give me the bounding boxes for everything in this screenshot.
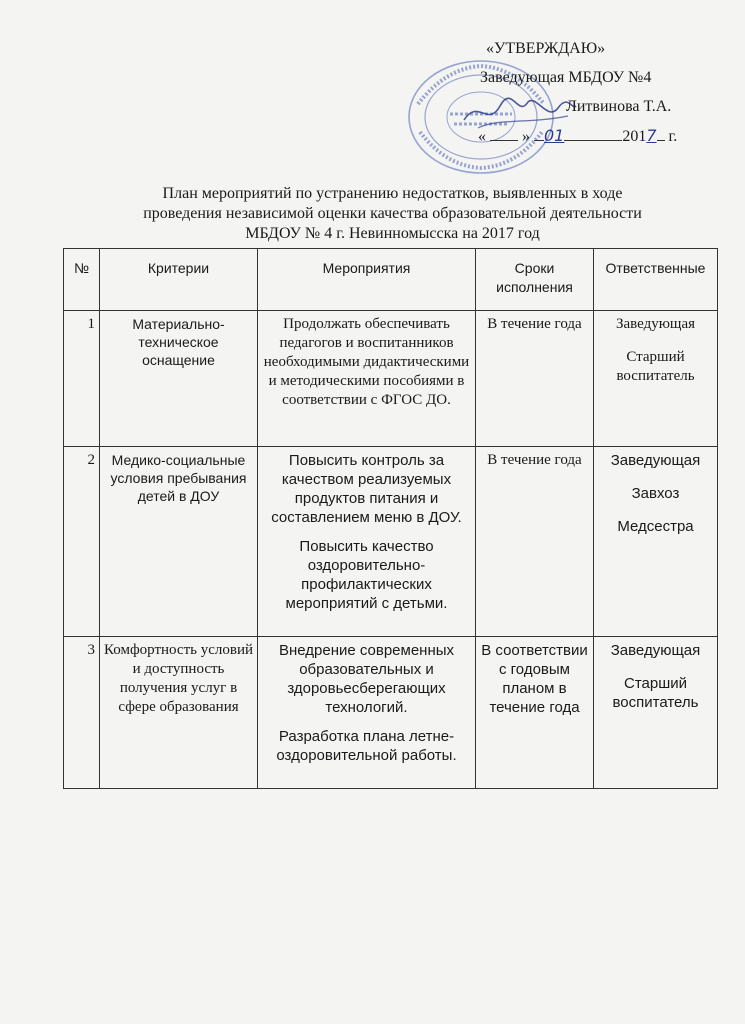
- date-month: 01: [544, 126, 565, 145]
- date-open-quote: «: [478, 128, 486, 145]
- approval-position: Заведующая МБДОУ №4: [480, 69, 652, 86]
- row-deadline: В течение года: [476, 447, 594, 637]
- responsible-item: Заведующая: [615, 316, 696, 332]
- title-line-1: План мероприятий по устранению недостатков, выявленных в ходе: [162, 185, 623, 202]
- measure-item: Разработка плана летне-оздоровительной работы.: [276, 728, 457, 764]
- row-measures: [258, 447, 476, 637]
- row-criteria: Комфортность условий и доступность получения услуг в сфере образования: [100, 637, 258, 789]
- row-deadline: В течение года: [476, 311, 594, 447]
- header-deadline: Сроки исполнения: [476, 249, 594, 311]
- header-responsible: Ответственные: [594, 249, 718, 311]
- row-responsible: [594, 637, 718, 789]
- document-title: [100, 184, 685, 244]
- responsible-item: Старший воспитатель: [616, 349, 695, 384]
- row-measures: [258, 311, 476, 447]
- date-year-digit: 7: [646, 126, 657, 145]
- header-measures: Мероприятия: [258, 249, 476, 311]
- responsible-item: Медсестра: [617, 518, 694, 535]
- table-row: [64, 637, 718, 789]
- measure-item: Повысить контроль за качеством реализуемых продуктов питания и составлением меню в ДОУ.: [271, 452, 462, 526]
- row-responsible: [594, 311, 718, 447]
- title-line-2: проведения независимой оценки качества образовательной деятельности: [143, 205, 642, 222]
- row-criteria: Материально-техническое оснащение: [100, 311, 258, 447]
- responsible-item: Заведующая: [610, 452, 701, 469]
- plan-table: [63, 248, 718, 789]
- measure-item: Продолжать обеспечивать педагогов и воспитанников необходимыми дидактическими и методическими пособиями в соответствии с ФГОС ДО.: [263, 316, 470, 408]
- table-header-row: [64, 249, 718, 311]
- table-row: [64, 311, 718, 447]
- title-line-3: МБДОУ № 4 г. Невинномысска на 2017 год: [245, 225, 540, 242]
- header-criteria: Критерии: [100, 249, 258, 311]
- date-year-prefix: 201: [622, 128, 647, 145]
- row-criteria: Медико-социальные условия пребывания детей в ДОУ: [100, 447, 258, 637]
- approval-heading: «УТВЕРЖДАЮ»: [486, 40, 606, 57]
- measure-item: Внедрение современных образовательных и здоровьесберегающих технологий.: [278, 642, 455, 716]
- row-measures: [258, 637, 476, 789]
- row-deadline: В соответствии с годовым планом в течение года: [476, 637, 594, 789]
- approval-name: Литвинова Т.А.: [566, 98, 672, 115]
- row-num: 3: [64, 637, 100, 789]
- date-suffix: г.: [668, 128, 678, 145]
- table-row: [64, 447, 718, 637]
- measure-item: Повысить качество оздоровительно-профилактических мероприятий с детьми.: [285, 538, 448, 612]
- row-num: 1: [64, 311, 100, 447]
- header-num: №: [64, 249, 100, 311]
- responsible-item: Старший воспитатель: [612, 675, 699, 711]
- responsible-item: Завхоз: [631, 485, 680, 502]
- approval-date: [470, 121, 730, 151]
- approval-block: [470, 34, 730, 151]
- row-num: 2: [64, 447, 100, 637]
- row-responsible: [594, 447, 718, 637]
- responsible-item: Заведующая: [610, 642, 701, 659]
- date-close-quote: »: [522, 128, 530, 145]
